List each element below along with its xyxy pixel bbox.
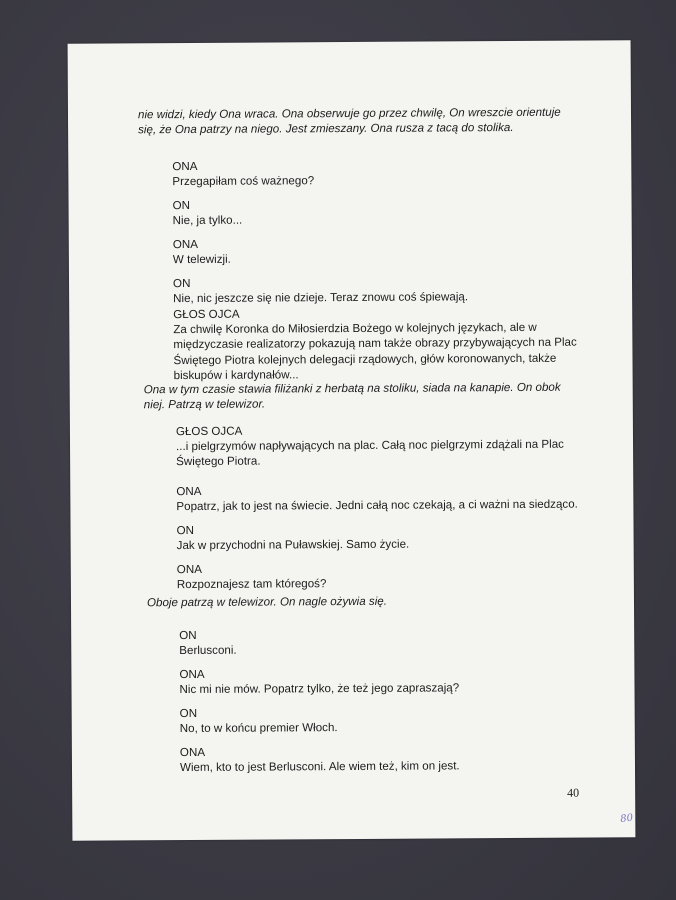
speaker-name: GŁOS OJCA bbox=[175, 424, 243, 439]
speaker-name: ONA bbox=[172, 237, 198, 252]
dialogue-block bbox=[173, 274, 468, 306]
dialogue-block bbox=[177, 561, 327, 592]
dialogue-block bbox=[176, 482, 578, 515]
speaker-name: ON bbox=[172, 276, 191, 291]
speaker-name: GŁOS OJCA bbox=[173, 307, 240, 322]
dialogue-line: Wiem, kto to jest Berlusconi. Ale wiem też, kim on jest. bbox=[179, 759, 460, 775]
dialogue-line: Berlusconi. bbox=[179, 643, 237, 658]
direction-line: Ona w tym czasie stawia filiżanki z herbatą na stoliku, siada na kanapie. On obok bbox=[143, 380, 561, 397]
dialogue-block bbox=[173, 237, 231, 268]
dialogue-block bbox=[172, 158, 314, 189]
dialogue-block bbox=[180, 743, 460, 775]
dialogue-block bbox=[176, 422, 564, 470]
stage-direction bbox=[147, 594, 387, 611]
page-number: 40 bbox=[567, 785, 580, 800]
dialogue-line: biskupów i kardynałów... bbox=[173, 368, 299, 382]
dialogue-block bbox=[179, 628, 237, 659]
dialogue-block bbox=[177, 522, 410, 554]
direction-line: niej. Patrzą w telewizor. bbox=[143, 397, 266, 412]
dialogue-line: międzyczasie realizatorzy pokazują nam także obrazy przybywających na Plac bbox=[173, 336, 577, 352]
dialogue-line: Popatrz, jak to jest na świecie. Jedni całą noc czekają, a ci ważni na siedząco. bbox=[176, 497, 578, 514]
dialogue-line: Rozpoznajesz tam któregoś? bbox=[176, 577, 327, 592]
dialogue-line: Za chwilę Koronka do Miłosierdzia Bożego w kolejnych językach, ale w bbox=[173, 321, 537, 337]
speaker-name: ONA bbox=[172, 159, 198, 174]
dialogue-line: Nie, nic jeszcze się nie dzieje. Teraz znowu coś śpiewają. bbox=[173, 290, 469, 306]
speaker-name: ON bbox=[179, 628, 197, 643]
dialogue-line: W telewizji. bbox=[172, 252, 231, 267]
dialogue-line: ...i pielgrzymów napływających na plac. Całą noc pielgrzymi zdążali na Plac bbox=[175, 437, 564, 454]
direction-line: Oboje patrzą w telewizor. On nagle ożywia się. bbox=[146, 594, 387, 610]
stage-direction bbox=[138, 105, 561, 138]
dialogue-line: Przegapiłam coś ważnego? bbox=[172, 174, 315, 189]
speaker-name: ON bbox=[172, 198, 190, 213]
speaker-name: ONA bbox=[176, 562, 202, 577]
dialogue-line: Jak w przychodni na Puławskiej. Samo życie. bbox=[176, 537, 410, 553]
speaker-name: ONA bbox=[179, 667, 205, 682]
page-content bbox=[68, 40, 631, 775]
dialogue-line: Świętego Piotra kolejnych delegacji rządowych, głów koronowanych, także bbox=[173, 351, 557, 367]
dialogue-line: No, to w końcu premier Włoch. bbox=[179, 721, 338, 736]
dialogue-block bbox=[179, 665, 459, 697]
handwritten-page-mark: 80 bbox=[619, 812, 634, 825]
speaker-name: ON bbox=[179, 706, 198, 721]
dialogue-block bbox=[173, 305, 577, 383]
stage-direction bbox=[144, 380, 561, 413]
speaker-name: ONA bbox=[179, 745, 206, 760]
dialogue-block bbox=[173, 198, 243, 229]
speaker-name: ON bbox=[176, 523, 194, 538]
script-page bbox=[68, 40, 636, 840]
direction-line: się, że Ona patrzy na niego. Jest zmieszany. Ona rusza z tacą do stolika. bbox=[138, 121, 514, 137]
speaker-name: ONA bbox=[176, 484, 202, 499]
direction-line: nie widzi, kiedy Ona wraca. Ona obserwuje go przez chwilę, On wreszcie orientuje bbox=[137, 105, 561, 122]
dialogue-line: Świętego Piotra. bbox=[176, 454, 261, 469]
dialogue-line: Nic mi nie mów. Popatrz tylko, że też jego zapraszają? bbox=[179, 681, 460, 697]
dialogue-line: Nie, ja tylko... bbox=[172, 213, 243, 228]
dialogue-block bbox=[180, 705, 338, 736]
